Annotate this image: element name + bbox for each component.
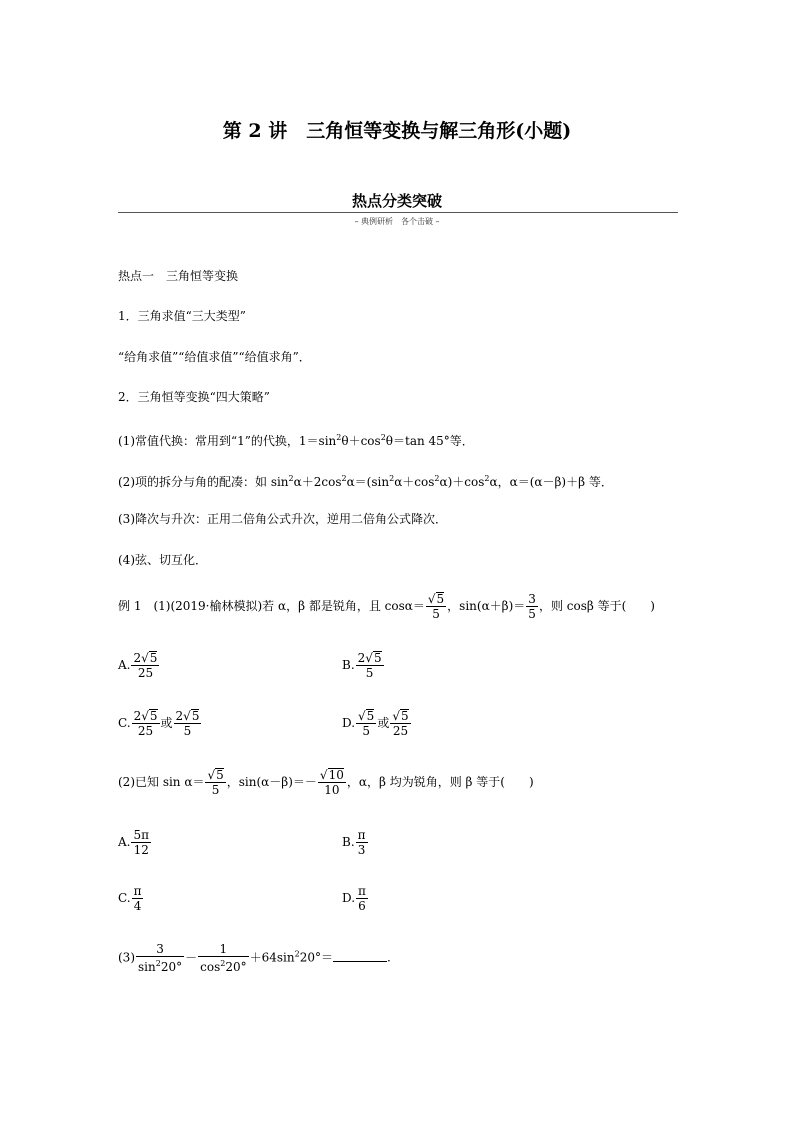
- paragraph-6: (3)降次与升次：正用二倍角公式升次，逆用二倍角公式降次．: [118, 512, 448, 526]
- example-1-option-b: B. $\frac{2√5}{5}$: [342, 651, 382, 680]
- fraction: $\frac{\pi}{4}$: [133, 884, 142, 913]
- fraction: $\frac{√10}{10}$: [319, 768, 344, 797]
- example-1-option-a: A. $\frac{2√5}{25}$: [118, 651, 158, 680]
- paragraph-4: (1)常值代换：常用到“1”的代换，$1=\sin^2\theta+\cos^2\theta=\tan$ 45°等．: [118, 433, 474, 448]
- section-heading: 热点分类突破: [351, 192, 442, 210]
- section-subheading: – 典例研析 各个击破 –: [354, 217, 440, 226]
- paragraph-5: (2)项的拆分与角的配凑：如 $\sin^2\alpha+2\cos^2\alpha=(\sin^2\alpha+\cos^2\alpha)+\cos^2\alpha$，α＝(α－β)＋β 等．: [118, 474, 613, 489]
- fraction: $\frac{3}{5}$: [528, 592, 536, 621]
- fraction: $\frac{2√5}{25}$: [133, 651, 158, 680]
- example-2-question: (2)已知 sin α＝ $\frac{√5}{5}$ ，sin(α－β)＝－ $\frac{√10}{10}$ ，α，β 均为锐角，则 β 等于( ): [118, 768, 534, 797]
- fraction: $\frac{√5}{25}$: [392, 709, 409, 738]
- paragraph-3: 2．三角恒等变换“四大策略”: [118, 390, 270, 404]
- fraction: $\frac{\pi}{3}$: [357, 828, 366, 857]
- fraction: $\frac{√5}{5}$: [427, 592, 445, 621]
- section-divider: [118, 212, 678, 213]
- example-2-option-c: C. $\frac{\pi}{4}$: [118, 884, 142, 913]
- example-2-option-a: A. $\frac{5\pi}{12}$: [118, 828, 150, 857]
- example-2-option-d: D. $\frac{\pi}{6}$: [342, 884, 366, 913]
- paragraph-1: 1．三角求值“三大类型”: [118, 309, 246, 323]
- fraction: $\frac{\pi}{6}$: [358, 884, 366, 913]
- fraction: $\frac{2√5}{5}$: [357, 651, 382, 680]
- hotspot-heading: 热点一 三角恒等变换: [118, 269, 239, 283]
- paragraph-7: (4)弦、切互化．: [118, 553, 207, 567]
- example-1-option-d: D. $\frac{√5}{5}$ 或 $\frac{√5}{25}$: [342, 709, 409, 738]
- example-2-option-b: B. $\frac{\pi}{3}$: [342, 828, 366, 857]
- page-title: 第 2 讲 三角恒等变换与解三角形(小题): [222, 120, 572, 142]
- paragraph-2: “给角求值”“给值求值”“给值求角”．: [118, 350, 311, 364]
- fraction: $\frac{2√5}{25}$: [133, 709, 158, 738]
- fraction: $\frac{1}{\cos^220^\circ}$: [200, 942, 247, 974]
- fraction: $\frac{5\pi}{12}$: [133, 828, 150, 857]
- answer-blank[interactable]: [333, 949, 387, 962]
- fraction: $\frac{2√5}{5}$: [175, 709, 200, 738]
- fraction: $\frac{√5}{5}$: [358, 709, 375, 738]
- example-1-option-c: C. $\frac{2√5}{25}$ 或 $\frac{2√5}{5}$: [118, 709, 200, 738]
- example-1-question: 例 1 (1)(2019·榆林模拟)若 α，β 都是锐角，且 cosα＝ $\frac{√5}{5}$ ，sin(α＋β)＝ $\frac{3}{5}$ ，则 cosβ 等于( ): [118, 592, 655, 621]
- example-3-question: (3) $\frac{3}{\sin^220^\circ}$ － $\frac{1}{\cos^220^\circ}$ $+64\sin^220^\circ=$ .: [118, 942, 391, 974]
- fraction: $\frac{3}{\sin^220^\circ}$: [138, 942, 183, 974]
- fraction: $\frac{√5}{5}$: [207, 768, 224, 797]
